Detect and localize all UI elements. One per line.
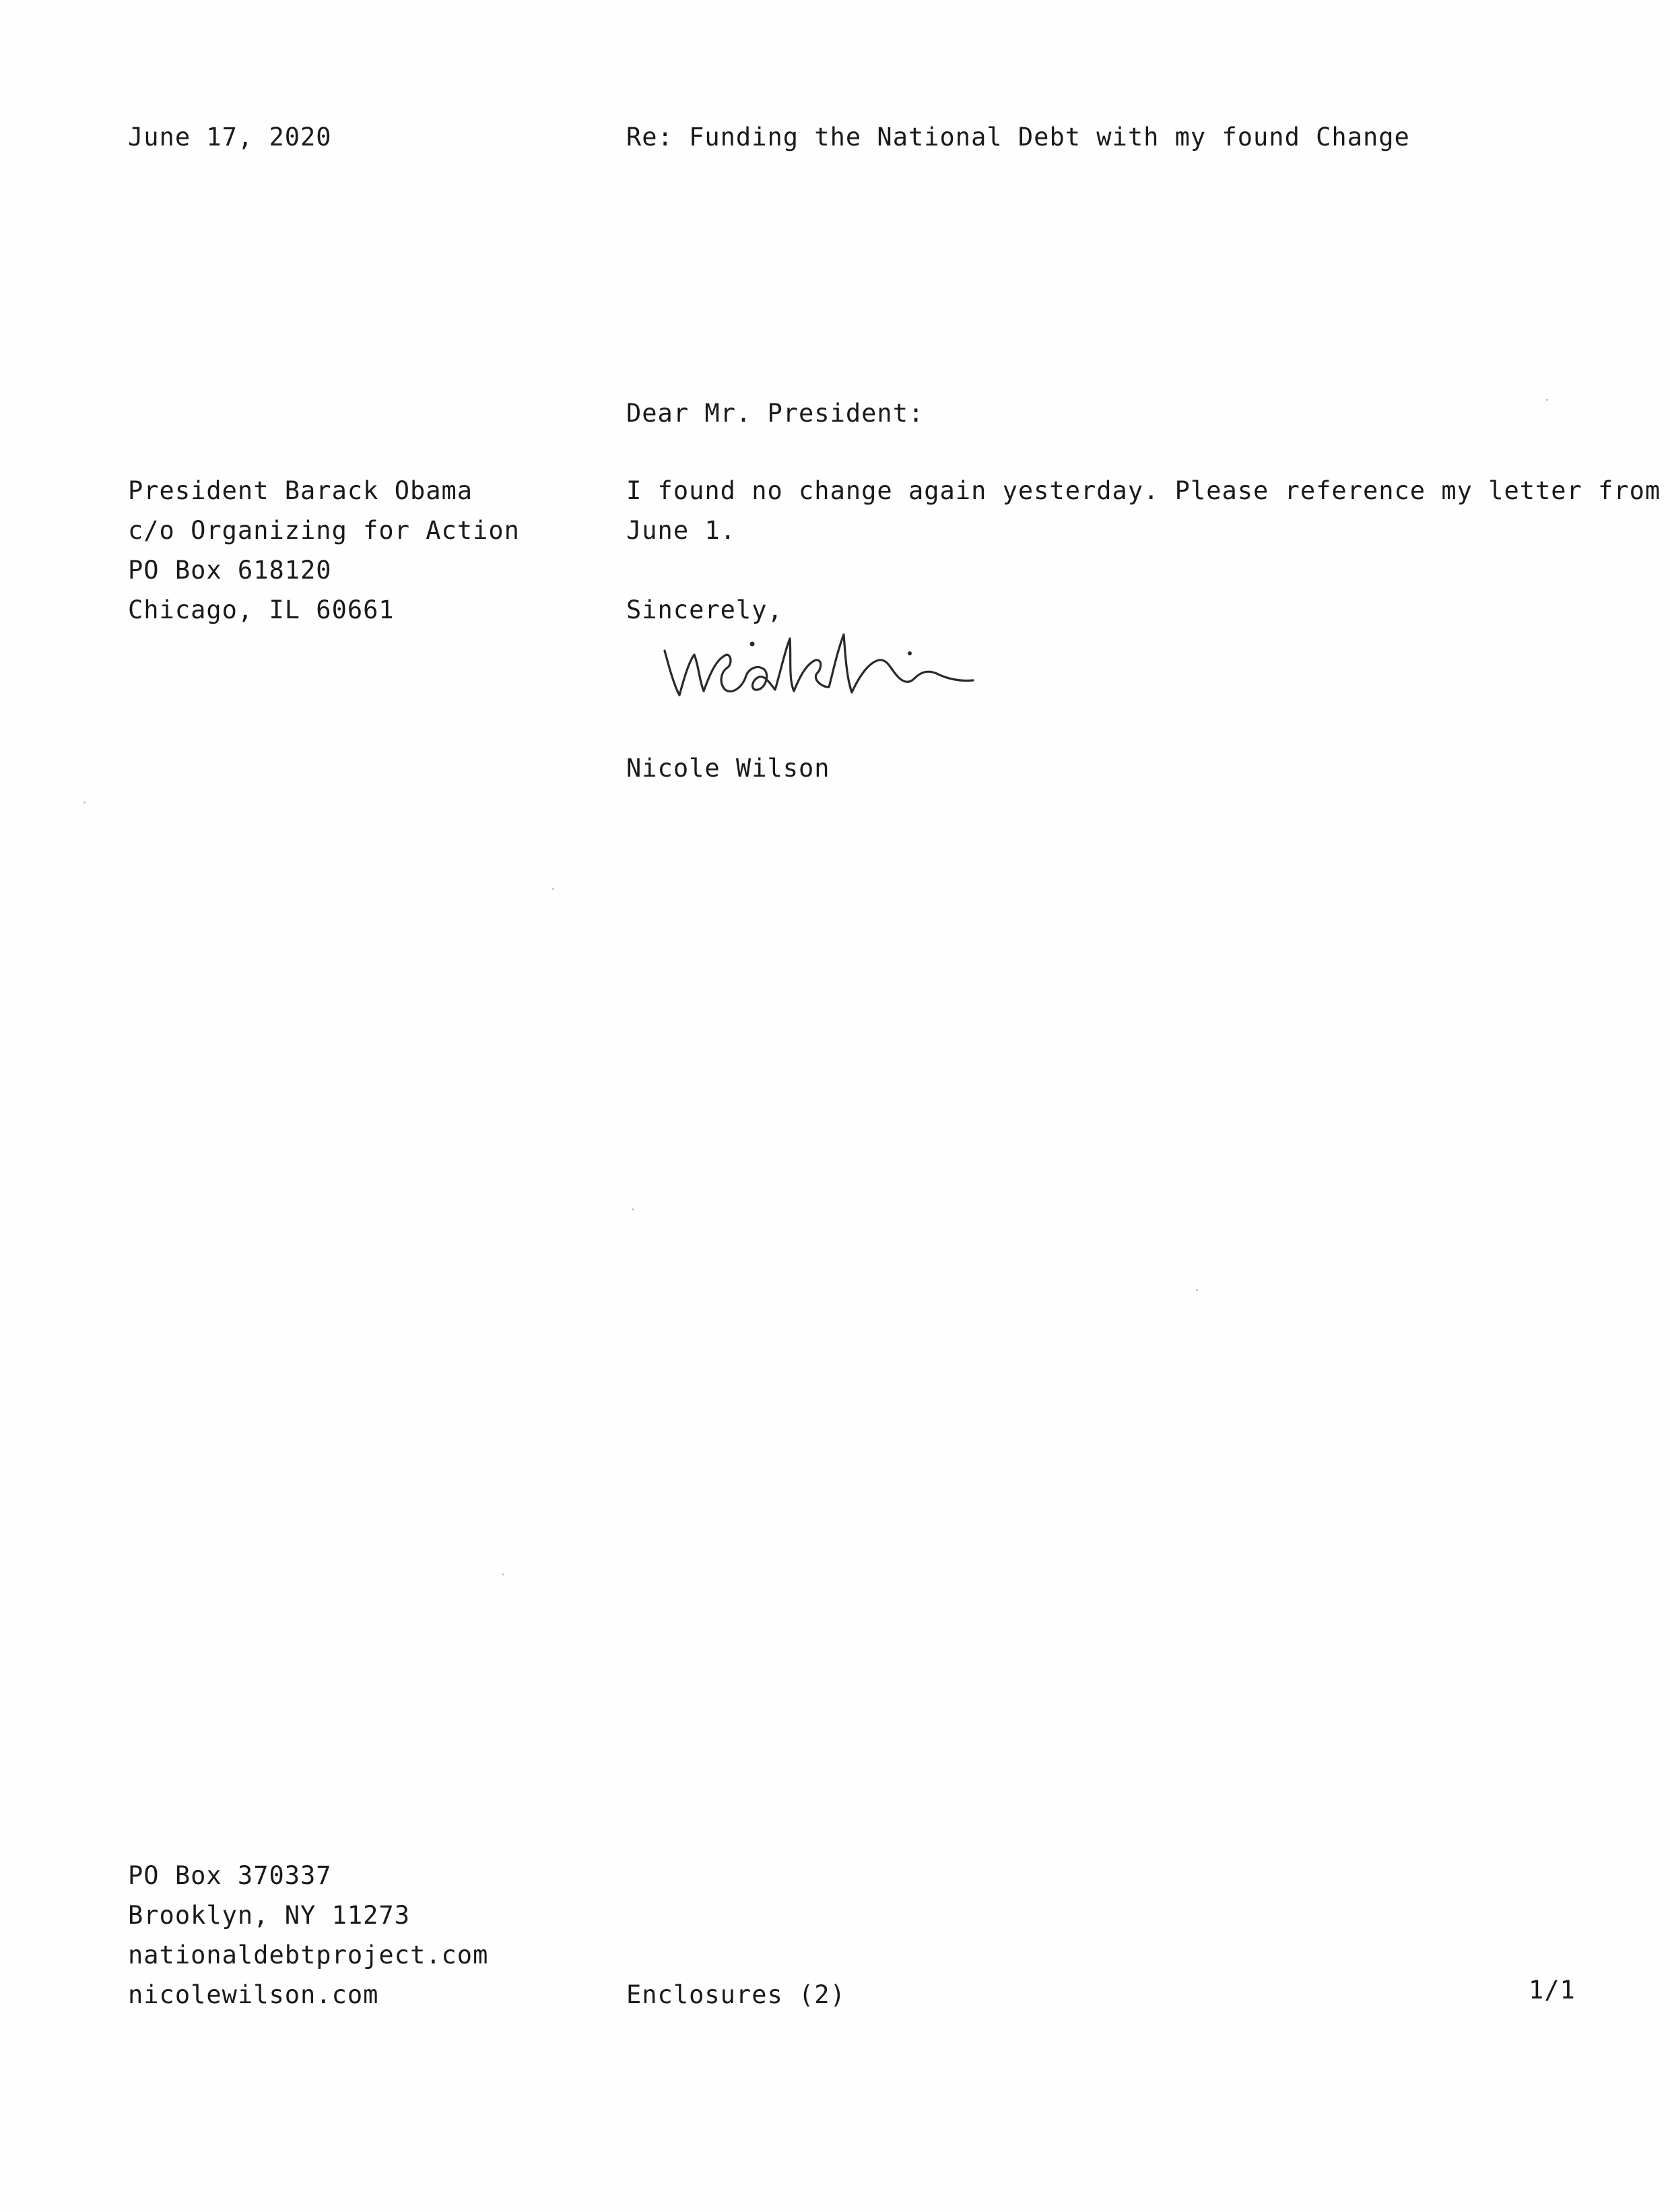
scan-speck bbox=[1546, 399, 1548, 401]
recipient-line: President Barack Obama bbox=[128, 476, 473, 505]
handwritten-signature bbox=[657, 625, 1007, 713]
recipient-line: c/o Organizing for Action bbox=[128, 516, 520, 545]
page-number: 1/1 bbox=[1529, 1976, 1576, 2005]
sender-line: Brooklyn, NY 11273 bbox=[128, 1901, 410, 1930]
scan-speck bbox=[84, 802, 86, 804]
scan-speck bbox=[1196, 1289, 1198, 1291]
recipient-line: PO Box 618120 bbox=[128, 556, 332, 585]
scan-speck bbox=[632, 1208, 634, 1210]
sender-line: nicolewilson.com bbox=[128, 1980, 379, 2009]
enclosures-note: Enclosures (2) bbox=[626, 1980, 846, 2009]
scan-speck bbox=[502, 1573, 504, 1575]
closing: Sincerely, bbox=[626, 595, 783, 624]
signer-name: Nicole Wilson bbox=[626, 754, 830, 783]
salutation: Dear Mr. President: bbox=[626, 399, 925, 428]
scan-speck bbox=[552, 888, 554, 890]
letter-subject: Re: Funding the National Debt with my found Change bbox=[626, 123, 1410, 152]
body-line: June 1. bbox=[626, 516, 736, 545]
sender-line: nationaldebtproject.com bbox=[128, 1941, 489, 1970]
recipient-line: Chicago, IL 60661 bbox=[128, 595, 395, 624]
sender-line: PO Box 370337 bbox=[128, 1861, 332, 1890]
body-line: I found no change again yesterday. Please reference my letter from bbox=[626, 476, 1661, 505]
letter-date: June 17, 2020 bbox=[128, 123, 332, 152]
